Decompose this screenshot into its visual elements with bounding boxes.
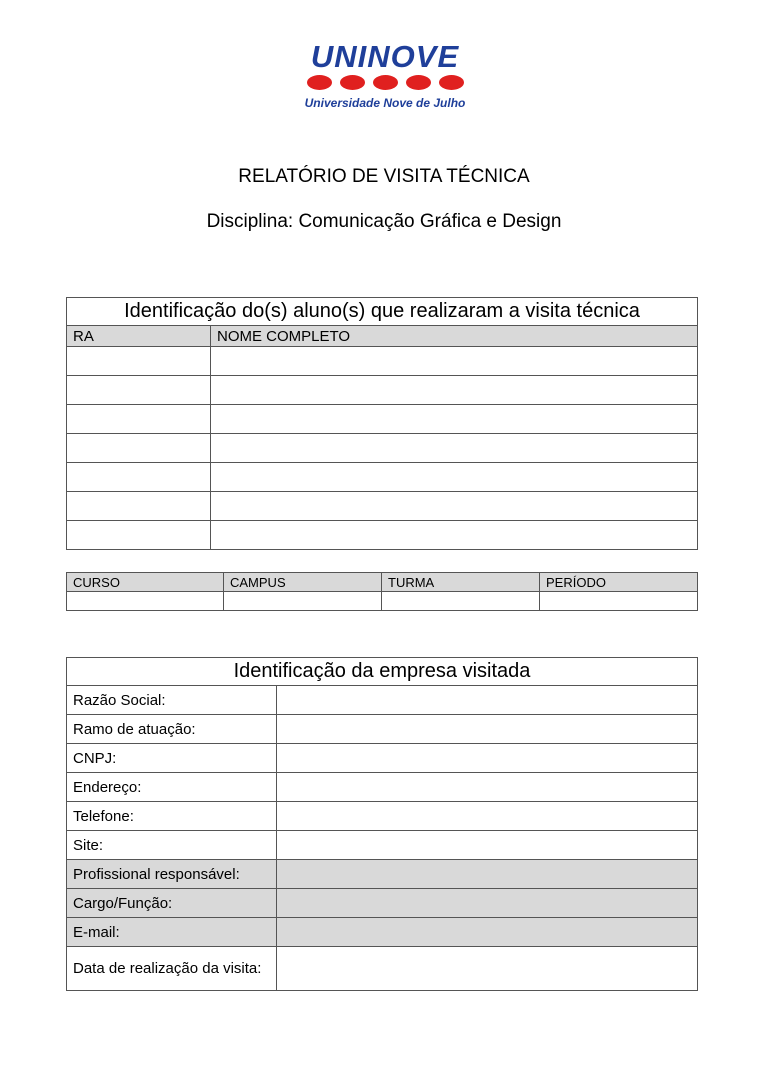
students-table — [66, 297, 698, 550]
curso-cell[interactable] — [67, 592, 224, 611]
name-cell[interactable] — [211, 376, 698, 405]
ra-cell[interactable] — [67, 434, 211, 463]
uninove-logo — [300, 40, 470, 120]
discipline-subtitle: Disciplina: Comunicação Gráfica e Design — [206, 211, 562, 232]
field-value-email[interactable] — [277, 918, 698, 947]
field-label-cargo: Cargo/Função: — [67, 889, 277, 918]
column-header-ra: RA — [67, 326, 211, 347]
field-label-email: E-mail: — [67, 918, 277, 947]
column-header-turma: TURMA — [382, 573, 540, 592]
logo-dot — [307, 75, 332, 90]
column-header-curso: CURSO — [67, 573, 224, 592]
logo-dot — [439, 75, 464, 90]
ra-cell[interactable] — [67, 463, 211, 492]
logo-dot — [373, 75, 398, 90]
field-value-site[interactable] — [277, 831, 698, 860]
company-table-caption: Identificação da empresa visitada — [67, 658, 698, 686]
name-cell[interactable] — [211, 434, 698, 463]
field-value-ramo[interactable] — [277, 715, 698, 744]
field-value-profissional[interactable] — [277, 860, 698, 889]
ra-cell[interactable] — [67, 521, 211, 550]
campus-cell[interactable] — [224, 592, 382, 611]
report-title: RELATÓRIO DE VISITA TÉCNICA — [238, 166, 530, 187]
field-value-telefone[interactable] — [277, 802, 698, 831]
field-label-data-visita: Data de realização da visita: — [67, 947, 277, 991]
logo-dots — [300, 75, 470, 93]
ra-cell[interactable] — [67, 376, 211, 405]
students-table-caption: Identificação do(s) aluno(s) que realizaram a visita técnica — [67, 298, 698, 326]
name-cell[interactable] — [211, 521, 698, 550]
field-value-cnpj[interactable] — [277, 744, 698, 773]
field-value-data-visita[interactable] — [277, 947, 698, 991]
ra-cell[interactable] — [67, 492, 211, 521]
field-value-endereco[interactable] — [277, 773, 698, 802]
logo-wordmark: UNINOVE — [310, 39, 460, 74]
column-header-campus: CAMPUS — [224, 573, 382, 592]
field-label-cnpj: CNPJ: — [67, 744, 277, 773]
column-header-name: NOME COMPLETO — [211, 326, 698, 347]
logo-subtitle: Universidade Nove de Julho — [304, 96, 466, 110]
logo-dot — [340, 75, 365, 90]
turma-cell[interactable] — [382, 592, 540, 611]
field-label-profissional: Profissional responsável: — [67, 860, 277, 889]
field-label-razao-social: Razão Social: — [67, 686, 277, 715]
field-label-telefone: Telefone: — [67, 802, 277, 831]
name-cell[interactable] — [211, 463, 698, 492]
name-cell[interactable] — [211, 492, 698, 521]
field-value-razao-social[interactable] — [277, 686, 698, 715]
periodo-cell[interactable] — [540, 592, 698, 611]
field-value-cargo[interactable] — [277, 889, 698, 918]
field-label-endereco: Endereço: — [67, 773, 277, 802]
ra-cell[interactable] — [67, 347, 211, 376]
course-table — [66, 572, 698, 611]
ra-cell[interactable] — [67, 405, 211, 434]
column-header-periodo: PERÍODO — [540, 573, 698, 592]
name-cell[interactable] — [211, 347, 698, 376]
logo-dot — [406, 75, 431, 90]
field-label-ramo: Ramo de atuação: — [67, 715, 277, 744]
name-cell[interactable] — [211, 405, 698, 434]
field-label-site: Site: — [67, 831, 277, 860]
company-table — [66, 657, 698, 991]
